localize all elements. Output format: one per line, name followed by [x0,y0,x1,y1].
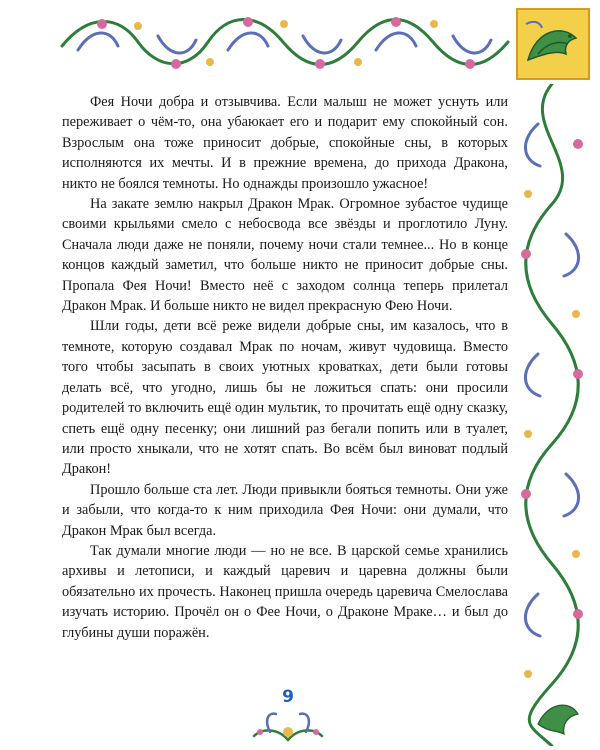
paragraph-4: Прошло больше ста лет. Люди привыкли бояться темноты. Они уже и забыли, что когда-то к ним приходила Фея Ночи: они думали, что Дракон Мрак был всегда. [62,481,508,539]
paragraph-3: Шли годы, дети всё реже видели добрые сны, им казалось, что в темноте, которую создавал Мрак по ночам, живут чудовища. Вместо того чтобы засыпать в своих уютных кроватках, дети были готовы делать всё, что угодно, лишь бы не ложиться спать: они просили родителей то включить ещё один мультик, то прочитать ещё одну сказку, спеть ещё одну песенку; они лишний раз бегали попить или в туалет, или просто хныкали, что не хотят спать. Во всём был виноват подлый Дракон! [62,318,508,478]
corner-bird-medallion [516,8,590,80]
story-text [62,92,508,643]
bird-ornament [538,705,578,734]
paragraph-5: Так думали многие люди — но не все. В царской семье хранились архивы и летописи, и каждый царевич и царевна должны были обязательно их прочесть. Наконец пришла очередь царевича Смелослава изучать историю. Прочёл он о Фее Ночи, о Драконе Мраке… и был до глубины души поражён. [62,542,508,641]
paragraph-1: Фея Ночи добра и отзывчива. Если малыш не может уснуть или переживает о чём-то, она убаюкает его и подарит ему спокойный сон. Взрослым она тоже приносит добрые, спокойные сны, в которых исполняются их мечты. И в прежние времена, до прихода Дракона, никто не боялся темноты. Но однажды произошло ужасное! [62,94,508,192]
top-floral-border [58,6,513,80]
paragraph-2: На закате землю накрыл Дракон Мрак. Огромное зубастое чудище своими крыльями смело с небосвода все звёзды и проглотило Луну. Сначала люди даже не поняли, почему ночи стали темнее... Но в конце концов каждый заметил, что больше никто не приносит добрые сны. Пропала Фея Ночи! Вместо неё с заходом солнца теперь прилетал Дракон Мрак. И больше никто не видел прекрасную Фею Ночи. [62,196,508,315]
right-floral-border [508,84,596,746]
bird-icon [518,10,588,78]
page-number: 9 [282,687,294,707]
